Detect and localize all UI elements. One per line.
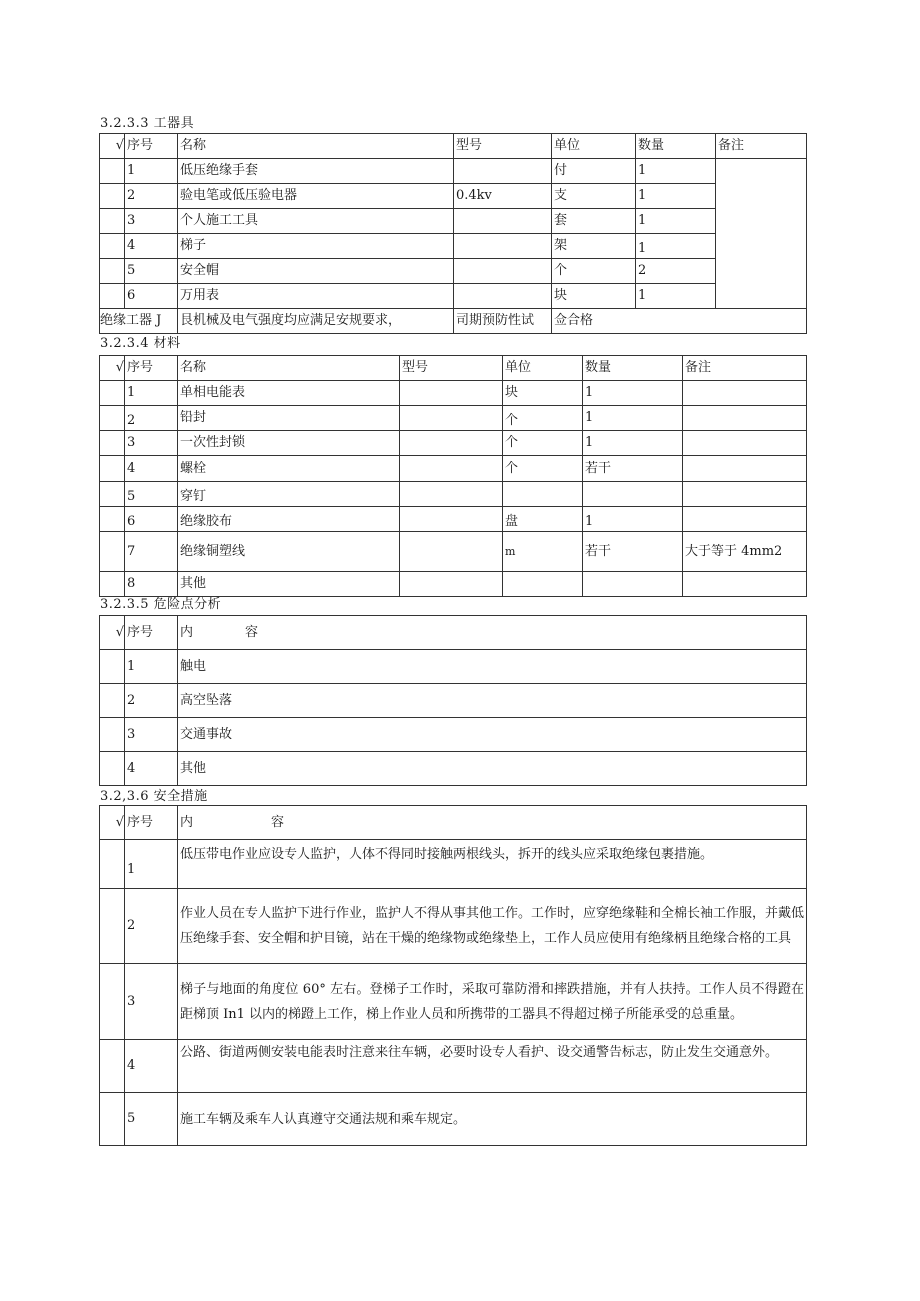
cell-no: 2 <box>125 889 178 964</box>
cell-qty: 若干 <box>583 456 683 482</box>
cell-no: 8 <box>125 572 178 597</box>
header-no: 序号 <box>125 616 178 650</box>
table-row <box>100 1040 807 1093</box>
cell-name: 梯子 <box>178 234 454 259</box>
table-row <box>100 284 807 309</box>
cell-model <box>454 259 552 284</box>
check-cell <box>100 840 125 889</box>
cell-qty: 1 <box>636 234 716 259</box>
cell-no: 4 <box>125 456 178 482</box>
check-cell <box>100 532 125 572</box>
footer-text-3: 佥合格 <box>552 309 807 334</box>
check-cell <box>100 964 125 1040</box>
check-cell <box>100 752 125 786</box>
cell-qty: 1 <box>636 184 716 209</box>
table-row <box>100 650 807 684</box>
cell-unit: 支 <box>552 184 636 209</box>
table-row <box>100 507 807 532</box>
cell-model <box>400 381 503 406</box>
footer-label: 绝缘工器 J <box>100 309 178 334</box>
cell-unit: 个 <box>552 259 636 284</box>
cell-unit: 个 <box>503 406 583 431</box>
materials-table <box>99 355 807 597</box>
cell-content: 交通事故 <box>178 718 807 752</box>
table-row <box>100 209 807 234</box>
cell-qty: 若干 <box>583 532 683 572</box>
cell-qty: 1 <box>583 406 683 431</box>
table-header-row <box>100 806 807 840</box>
check-cell <box>100 259 125 284</box>
cell-note <box>683 431 807 456</box>
header-note: 备注 <box>683 356 807 381</box>
cell-no: 3 <box>125 964 178 1040</box>
cell-no: 3 <box>125 718 178 752</box>
header-content: 内 容 <box>178 616 807 650</box>
table-row <box>100 259 807 284</box>
check-column-header: √ <box>100 806 125 840</box>
check-cell <box>100 507 125 532</box>
table-row <box>100 532 807 572</box>
table-row <box>100 406 807 431</box>
check-cell <box>100 159 125 184</box>
check-cell <box>100 718 125 752</box>
cell-name: 穿钉 <box>178 482 400 507</box>
cell-unit: 架 <box>552 234 636 259</box>
table-row <box>100 572 807 597</box>
cell-qty: 1 <box>636 159 716 184</box>
cell-model: 0.4kv <box>454 184 552 209</box>
hazards-table <box>99 615 807 786</box>
cell-content: 作业人员在专人监护下进行作业，监护人不得从事其他工作。工作时，应穿绝缘鞋和全棉长袖工作服，并戴低压绝缘手套、安全帽和护目镜，站在干燥的绝缘物或绝缘垫上，工作人员应使用有绝缘柄且绝缘合格的工具 <box>178 889 807 964</box>
cell-unit: m <box>503 532 583 572</box>
cell-unit: 套 <box>552 209 636 234</box>
table-row <box>100 431 807 456</box>
table-row <box>100 684 807 718</box>
cell-no: 3 <box>125 209 178 234</box>
cell-name: 一次性封锁 <box>178 431 400 456</box>
cell-no: 5 <box>125 259 178 284</box>
table-row <box>100 234 807 259</box>
cell-model <box>400 507 503 532</box>
check-cell <box>100 431 125 456</box>
check-cell <box>100 234 125 259</box>
cell-name: 螺栓 <box>178 456 400 482</box>
cell-note <box>683 507 807 532</box>
cell-no: 1 <box>125 159 178 184</box>
cell-model <box>400 572 503 597</box>
cell-model <box>400 456 503 482</box>
check-cell <box>100 1093 125 1146</box>
tools-table <box>99 133 807 334</box>
header-name: 名称 <box>178 134 454 159</box>
section-title-safety: 3.2,3.6 安全措施 <box>100 789 208 804</box>
cell-unit: 个 <box>503 456 583 482</box>
header-no: 序号 <box>125 806 178 840</box>
section-title-tools: 3.2.3.3 工器具 <box>100 116 195 131</box>
check-cell <box>100 684 125 718</box>
table-row <box>100 184 807 209</box>
table-row <box>100 964 807 1040</box>
header-content: 内 容 <box>178 806 807 840</box>
cell-no: 2 <box>125 406 178 431</box>
table-row <box>100 718 807 752</box>
table-row <box>100 482 807 507</box>
cell-name: 铅封 <box>178 406 400 431</box>
cell-qty: 1 <box>583 431 683 456</box>
cell-no: 4 <box>125 752 178 786</box>
cell-model <box>400 482 503 507</box>
table-header-row <box>100 356 807 381</box>
cell-unit: 盘 <box>503 507 583 532</box>
table-row <box>100 1093 807 1146</box>
cell-unit: 块 <box>552 284 636 309</box>
cell-qty: 1 <box>583 507 683 532</box>
cell-unit <box>503 572 583 597</box>
check-cell <box>100 650 125 684</box>
table-row <box>100 752 807 786</box>
cell-name: 单相电能表 <box>178 381 400 406</box>
check-column-header: √ <box>100 356 125 381</box>
cell-note: 大于等于 4mm2 <box>683 532 807 572</box>
cell-qty <box>583 482 683 507</box>
section-title-hazards: 3.2.3.5 危险点分析 <box>100 597 222 612</box>
cell-name: 绝缘铜塑线 <box>178 532 400 572</box>
check-cell <box>100 456 125 482</box>
cell-name: 安全帽 <box>178 259 454 284</box>
cell-no: 2 <box>125 684 178 718</box>
cell-unit <box>503 482 583 507</box>
check-cell <box>100 406 125 431</box>
cell-name: 绝缘胶布 <box>178 507 400 532</box>
header-qty: 数量 <box>583 356 683 381</box>
cell-no: 7 <box>125 532 178 572</box>
cell-content: 其他 <box>178 752 807 786</box>
cell-name: 验电笔或低压验电器 <box>178 184 454 209</box>
check-column-header: √ <box>100 134 125 159</box>
table-row <box>100 456 807 482</box>
cell-model <box>400 532 503 572</box>
check-cell <box>100 381 125 406</box>
cell-note <box>683 572 807 597</box>
check-cell <box>100 889 125 964</box>
header-name: 名称 <box>178 356 400 381</box>
header-unit: 单位 <box>552 134 636 159</box>
footer-text-1: 艮机械及电气强度均应满足安规要求， <box>178 309 454 334</box>
check-cell <box>100 482 125 507</box>
cell-name: 其他 <box>178 572 400 597</box>
table-row <box>100 159 807 184</box>
header-no: 序号 <box>125 134 178 159</box>
cell-no: 6 <box>125 507 178 532</box>
cell-qty: 1 <box>636 284 716 309</box>
header-note: 备注 <box>716 134 807 159</box>
cell-model <box>454 209 552 234</box>
check-cell <box>100 284 125 309</box>
cell-content: 梯子与地面的角度位 60° 左右。登梯子工作时，采取可靠防滑和摔跌措施，并有人扶持。工作人员不得蹬在距梯顶 In1 以内的梯蹬上工作，梯上作业人员和所携带的工器具不得超过梯子所能承受的总重量。 <box>178 964 807 1040</box>
check-cell <box>100 572 125 597</box>
cell-content: 施工车辆及乘车人认真遵守交通法规和乘车规定。 <box>178 1093 807 1146</box>
table-header-row <box>100 616 807 650</box>
cell-name: 万用表 <box>178 284 454 309</box>
header-no: 序号 <box>125 356 178 381</box>
cell-unit: 付 <box>552 159 636 184</box>
cell-no: 6 <box>125 284 178 309</box>
header-qty: 数量 <box>636 134 716 159</box>
cell-note <box>683 381 807 406</box>
cell-qty: 1 <box>636 209 716 234</box>
cell-name: 低压绝缘手套 <box>178 159 454 184</box>
check-column-header: √ <box>100 616 125 650</box>
header-unit: 单位 <box>503 356 583 381</box>
cell-model <box>400 406 503 431</box>
check-cell <box>100 184 125 209</box>
header-model: 型号 <box>400 356 503 381</box>
cell-no: 4 <box>125 234 178 259</box>
cell-no: 4 <box>125 1040 178 1093</box>
cell-no: 1 <box>125 381 178 406</box>
cell-note <box>683 482 807 507</box>
check-cell <box>100 1040 125 1093</box>
cell-no: 1 <box>125 840 178 889</box>
cell-qty: 2 <box>636 259 716 284</box>
cell-no: 5 <box>125 482 178 507</box>
table-row <box>100 840 807 889</box>
cell-content: 公路、街道两侧安装电能表时注意来往车辆，必要时设专人看护、设交通警告标志，防止发生交通意外。 <box>178 1040 807 1093</box>
cell-model <box>454 234 552 259</box>
cell-unit: 块 <box>503 381 583 406</box>
cell-name: 个人施工工具 <box>178 209 454 234</box>
cell-model <box>454 159 552 184</box>
cell-content: 高空坠落 <box>178 684 807 718</box>
table-row <box>100 381 807 406</box>
safety-table <box>99 805 807 1146</box>
cell-no: 3 <box>125 431 178 456</box>
cell-no: 5 <box>125 1093 178 1146</box>
note-merged-cell <box>716 159 807 309</box>
header-model: 型号 <box>454 134 552 159</box>
table-row <box>100 889 807 964</box>
cell-content: 触电 <box>178 650 807 684</box>
cell-qty <box>583 572 683 597</box>
section-title-materials: 3.2.3.4 材料 <box>100 336 181 351</box>
cell-no: 1 <box>125 650 178 684</box>
cell-qty: 1 <box>583 381 683 406</box>
footer-text-2: 司期预防性试 <box>454 309 552 334</box>
check-cell <box>100 209 125 234</box>
cell-content: 低压带电作业应设专人监护，人体不得同时接触两根线头，拆开的线头应采取绝缘包裹措施。 <box>178 840 807 889</box>
table-footer-row <box>100 309 807 334</box>
cell-note <box>683 456 807 482</box>
cell-model <box>400 431 503 456</box>
cell-model <box>454 284 552 309</box>
table-header-row <box>100 134 807 159</box>
cell-note <box>683 406 807 431</box>
cell-no: 2 <box>125 184 178 209</box>
cell-unit: 个 <box>503 431 583 456</box>
